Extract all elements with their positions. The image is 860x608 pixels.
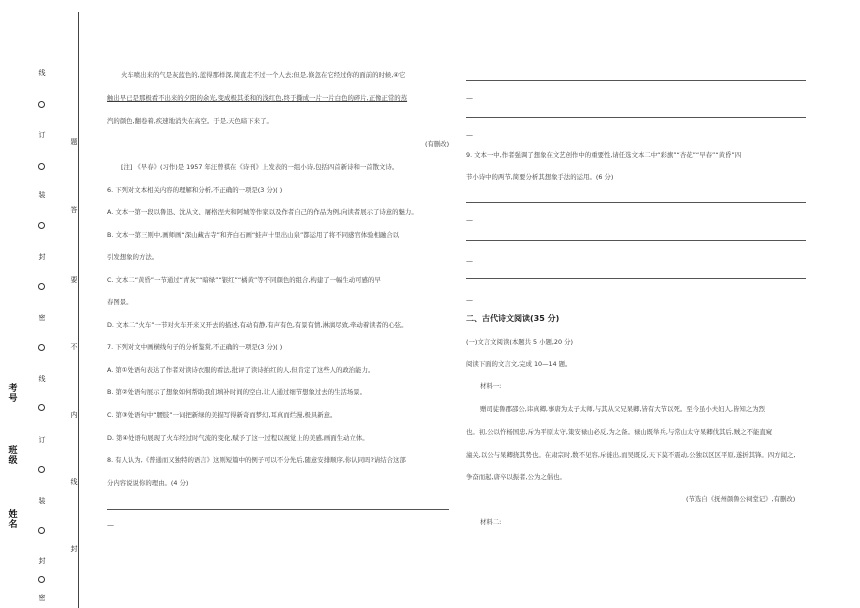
- passage-line: 触出早已是那极看不出来的夕阳的余光,变成极其柔和的浅红色,终于撕成一片一片白色的碎片,正像正常的蒸: [107, 94, 408, 102]
- binding-circle: [38, 576, 45, 583]
- binding-inner-mark: 不: [70, 343, 78, 351]
- question-6-option-b-cont: 引发想象的方法。: [107, 253, 159, 261]
- binding-inner-mark: 线: [70, 478, 78, 486]
- answer-dash: —: [466, 94, 473, 102]
- answer-dash: —: [466, 257, 473, 265]
- section-heading: 二、古代诗文阅读(35 分): [466, 314, 560, 323]
- binding-margin: [0, 0, 82, 608]
- binding-line: [78, 12, 79, 608]
- binding-inner-mark: 要: [70, 276, 78, 284]
- binding-mark: 密: [38, 314, 46, 322]
- binding-circle: [38, 527, 45, 534]
- binding-circle: [38, 163, 45, 170]
- binding-inner-mark: 内: [70, 411, 78, 419]
- question-7-option-d: D. 第④处语句展现了火车经过时气流的变化,赋予了这一过程以视觉上的美感,画面生动立体。: [107, 434, 369, 442]
- binding-mark: 装: [38, 497, 46, 505]
- passage-line: 火车喷出来的气是灰蓝色的,蓝得那样深,简直走不过一个人去;但是,倏忽在它经过你的面前的时候,④它: [121, 71, 406, 79]
- answer-line[interactable]: [466, 278, 806, 279]
- answer-dash: —: [107, 521, 114, 529]
- binding-mark: 线: [38, 375, 46, 383]
- answer-dash: —: [466, 216, 473, 224]
- classical-line: 争奋而起,唐卒以振者,公为之倡也。: [466, 473, 566, 481]
- question-7-option-b: B. 第②处语句展示了想象如何帮助我们填补时间的空白,让人通过细节想象过去的生活场景。: [107, 388, 367, 396]
- footnote: [注] 《早春》(习作)是 1957 年汪曾祺在《诗刊》上发表的一组小诗,包括四首新诗和一首散文诗。: [121, 163, 399, 171]
- answer-line[interactable]: [466, 117, 806, 118]
- reading-instruction: 阅读下面的文言文,完成 10—14 题。: [466, 360, 572, 368]
- binding-circle: [38, 222, 45, 229]
- binding-mark: 封: [38, 253, 46, 261]
- material-2-label: 材料二:: [480, 518, 502, 526]
- binding-mark: 装: [38, 191, 46, 199]
- question-8-stem-cont: 分内容说说你的理由。(4 分): [107, 479, 189, 487]
- binding-mark: 密: [38, 594, 46, 602]
- classical-line: 也。初,公以忤杨国忠,斥为平原太守,策安禄山必反,为之备。禄山既举兵,与常山太守杲卿伐其后,贼之不能直窥: [466, 428, 773, 436]
- binding-mark: 线: [38, 69, 46, 77]
- question-6-option-d: D. 文本二“火车”一节对火车开来又开去的描述,有动有静,有声有色,有景有情,淋漓尽致,牵动着读者的心弦。: [107, 321, 408, 329]
- binding-circle: [38, 344, 45, 351]
- classical-line: 潼关,以公与杲卿挠其势也。在肃宗时,数不见容,斥徙出,而吴既反,天下莫不震动,公独以区区平原,遂折其锋。四方闻之,: [466, 451, 796, 459]
- question-7-stem: 7. 下列对文中画横线句子的分析鉴赏,不正确的一项是(3 分)( ): [107, 343, 283, 351]
- question-8-stem: 8. 有人认为,《普通而又独特的语言》这则短篇中的例子可以不分先后,随意安排顺序,你认同吗?请结合这部: [107, 456, 406, 464]
- question-7-option-a: A. 第①处语句表达了作者对读诗衣服的看法,批评了读诗拍红的人,但肯定了这些人的政治能力。: [107, 366, 375, 374]
- name-label: 姓名: [8, 510, 18, 530]
- answer-line[interactable]: [466, 240, 806, 241]
- question-6-option-c-cont: 春图景。: [107, 298, 133, 306]
- binding-circle: [38, 404, 45, 411]
- passage-line: 汽的颜色,翻卷着,疾速地消失在高空。于是,天色暗下来了。: [107, 117, 273, 125]
- exam-number-label: 考号: [8, 384, 18, 404]
- binding-inner-mark: 答: [70, 206, 78, 214]
- binding-mark: 订: [38, 436, 46, 444]
- binding-mark: 封: [38, 557, 46, 565]
- question-6-option-b: B. 文本一第三则中,画师画“深山藏古寺”和齐白石画“蛙声十里出山泉”都运用了将不同感官体验相融合以: [107, 231, 400, 239]
- source-citation: (节选自《抚州颜鲁公祠堂记》,有删改): [686, 495, 796, 503]
- question-7-option-c: C. 第③处语句中“腰肢”一词把新绿的美描写得新奇而梦幻,耳真而烂漫,极具新意。: [107, 411, 337, 419]
- binding-circle: [38, 101, 45, 108]
- question-6-stem: 6. 下列对文本相关内容的理解和分析,不正确的一项是(3 分)( ): [107, 186, 283, 194]
- binding-mark: 订: [38, 131, 46, 139]
- answer-line[interactable]: [466, 202, 806, 203]
- question-6-option-c: C. 文本二“黄昏”一节通过“青灰”“暗绿”“银红”“橘黄”等不同颜色的组合,构建了一幅生动可感的早: [107, 276, 381, 284]
- class-label: 班级: [8, 446, 18, 466]
- binding-circle: [38, 466, 45, 473]
- answer-dash: —: [466, 296, 473, 304]
- binding-inner-mark: 题: [70, 138, 78, 146]
- material-1-label: 材料一:: [480, 382, 502, 390]
- answer-line[interactable]: [466, 80, 806, 81]
- binding-circle: [38, 283, 45, 290]
- answer-dash: —: [466, 131, 473, 139]
- question-9-stem-cont: 节小诗中的两节,简要分析其想象手法的运用。(6 分): [466, 173, 614, 181]
- subsection-heading: (一)文言文阅读(本题共 5 小题,20 分): [466, 338, 573, 346]
- question-6-option-a: A. 文本一第一段以鲁迅、沈从文、屠格涅夫和阿城等作家以及作者自己的作品为例,向读者展示了诗意的魅力。: [107, 208, 418, 216]
- question-9-stem: 9. 文本一中,作者强调了想象在文艺创作中的重要性,请任选文本二中“彩旗”“杏花”“早春”“黄昏”四: [466, 151, 742, 159]
- classical-line: 赠司徒鲁郡邵公,讳真卿,事唐为太子太师,与其从父兄杲卿,皆有大节以死。至今虽小夫妇人,皆知之为烈: [480, 405, 765, 413]
- answer-line[interactable]: [107, 509, 449, 510]
- source-note: (有删改): [425, 140, 450, 148]
- binding-inner-mark: 封: [70, 545, 78, 553]
